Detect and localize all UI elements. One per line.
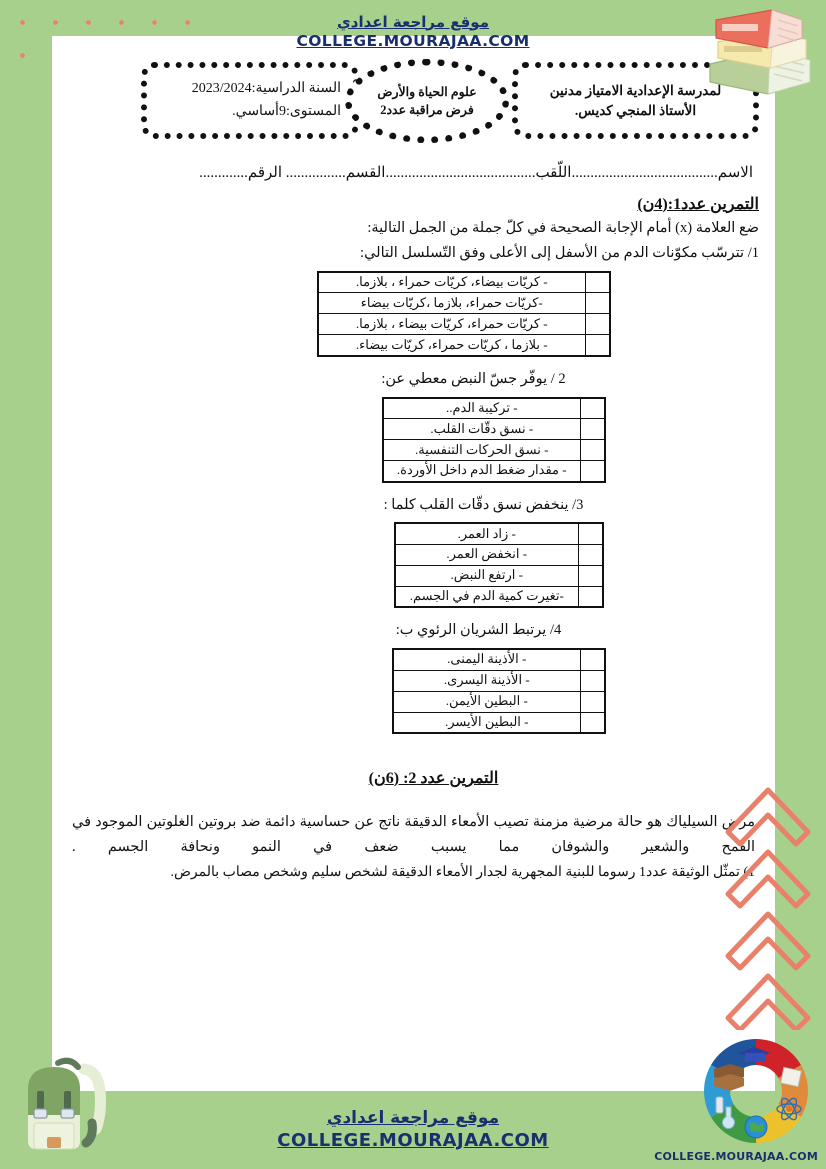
stack-of-books-icon [698, 2, 818, 100]
exercise-1-instruction: ضع العلامة (x) أمام الإجابة الصحيحة في كلّ جملة من الجمل التالية: [367, 220, 759, 236]
worksheet-header [68, 62, 759, 139]
table-row [393, 670, 605, 691]
answer-checkbox-cell[interactable] [581, 419, 605, 440]
question-4-options-table [392, 648, 606, 734]
backpack-icon [6, 1045, 124, 1163]
question-2-options-table [382, 397, 606, 483]
question-3-prompt: 3/ ينخفض نسق دقّات القلب كلما : [383, 496, 584, 513]
option-label: - الأذينة اليسرى. [393, 670, 581, 691]
answer-checkbox-cell[interactable] [586, 272, 610, 293]
answer-checkbox-cell[interactable] [581, 712, 605, 733]
table-row [318, 272, 610, 293]
table-row [383, 440, 605, 461]
table-row [318, 335, 610, 356]
answer-checkbox-cell[interactable] [586, 314, 610, 335]
site-url: COLLEGE.MOURAJAA.COM [296, 31, 530, 50]
worksheet-body [68, 194, 759, 1081]
worksheet-page [52, 36, 775, 1091]
site-name-arabic: موقع مراجعة اعدادي [337, 12, 489, 31]
answer-checkbox-cell[interactable] [579, 523, 603, 544]
answer-checkbox-cell[interactable] [581, 670, 605, 691]
footer-site-name-arabic: موقع مراجعة اعدادي [326, 1108, 500, 1128]
chevron-up-icon-stack [722, 780, 814, 1030]
answer-checkbox-cell[interactable] [581, 649, 605, 670]
question-1-options-table [317, 271, 611, 357]
answer-checkbox-cell[interactable] [579, 544, 603, 565]
education-ring-logo-icon [696, 1031, 816, 1151]
table-row [393, 712, 605, 733]
answer-checkbox-cell[interactable] [581, 398, 605, 419]
table-row [393, 691, 605, 712]
footer-site-url: COLLEGE.MOURAJAA.COM [277, 1130, 549, 1151]
answer-checkbox-cell[interactable] [581, 461, 605, 482]
school-year: السنة الدراسية:2023/2024 [191, 81, 341, 97]
table-row [395, 523, 603, 544]
option-label: - نسق دقّات القلب. [383, 419, 581, 440]
answer-checkbox-cell[interactable] [581, 440, 605, 461]
option-label: - البطين الأيسر. [393, 712, 581, 733]
question-4-prompt: 4/ يرتبط الشريان الرئوي ب: [395, 622, 562, 639]
option-label: -كريّات حمراء، بلازما ،كريّات بيضاء [318, 293, 586, 314]
option-label: - الأذينة اليمنى. [393, 649, 581, 670]
option-label: - انخفض العمر. [395, 544, 579, 565]
option-label: - زاد العمر. [395, 523, 579, 544]
question-1-prompt: 1/ تترسّب مكوّنات الدم من الأسفل إلى الأعلى وفق التّسلسل التالي: [360, 245, 759, 262]
option-label: - كريّات بيضاء، كريّات حمراء ، بلازما. [318, 272, 586, 293]
option-label: - كريّات حمراء، كريّات بيضاء ، بلازما. [318, 314, 586, 335]
exercise-1-title: التمرين عدد1:(4ن) [637, 196, 759, 213]
answer-checkbox-cell[interactable] [586, 335, 610, 356]
answer-checkbox-cell[interactable] [581, 691, 605, 712]
question-2-prompt: 2 / يوفّر جسّ النبض معطي عن: [381, 370, 566, 387]
exercise-2-section [68, 768, 759, 884]
grade-level: المستوى:9أساسي. [232, 103, 341, 119]
table-row [395, 586, 603, 607]
table-row [383, 398, 605, 419]
school-name: لمدرسة الإعدادية الامتياز مدنين [549, 82, 722, 98]
corner-watermark-url: COLLEGE.MOURAJAA.COM [654, 1150, 818, 1163]
table-row [318, 314, 610, 335]
option-label: - ارتفع النبض. [395, 565, 579, 586]
assessment-name: فرض مراقبة عدد2 [380, 103, 474, 117]
table-row [395, 544, 603, 565]
option-label: - مقدار ضغط الدم داخل الأوردة. [383, 461, 581, 482]
table-row [393, 649, 605, 670]
year-info-box [141, 62, 359, 139]
option-label: -تغيرت كمية الدم في الجسم. [395, 586, 579, 607]
answer-checkbox-cell[interactable] [579, 586, 603, 607]
table-row [383, 461, 605, 482]
option-label: - بلازما ، كريّات حمراء، كريّات بيضاء. [318, 335, 586, 356]
exercise-2-title: التمرين عدد 2: (6ن) [368, 770, 499, 788]
teacher-name: الأستاذ المنجي كديس. [574, 102, 697, 118]
subject-info-box [345, 59, 509, 143]
question-3-options-table [394, 522, 604, 608]
subject-name: علوم الحياة والأرض [377, 84, 477, 99]
table-row [318, 293, 610, 314]
table-row [395, 565, 603, 586]
answer-checkbox-cell[interactable] [579, 565, 603, 586]
option-label: - تركيبة الدم.. [383, 398, 581, 419]
student-identity-line: الاسم.......................................اللّقب........................................القسم................ الرقم............. [199, 165, 753, 181]
exercise-2-paragraph: مرض السيلياك هو حالة مرضية مزمنة تصيب الأمعاء الدقيقة ناتج عن حساسية دائمة ضد بروتين الغلوتين الموجود في القمح والشعير والشوفان مما يسبب ضعف في النمو ونحافة الجسم . [72, 814, 755, 855]
option-label: - نسق الحركات التنفسية. [383, 440, 581, 461]
exercise-2-question-1: 1) تمثّل الوثيقة عدد1 رسوما للبنية المجهرية لجدار الأمعاء الدقيقة لشخص سليم وشخص مصاب بالمرض. [170, 864, 755, 880]
option-label: - البطين الأيمن. [393, 691, 581, 712]
table-row [383, 419, 605, 440]
answer-checkbox-cell[interactable] [586, 293, 610, 314]
